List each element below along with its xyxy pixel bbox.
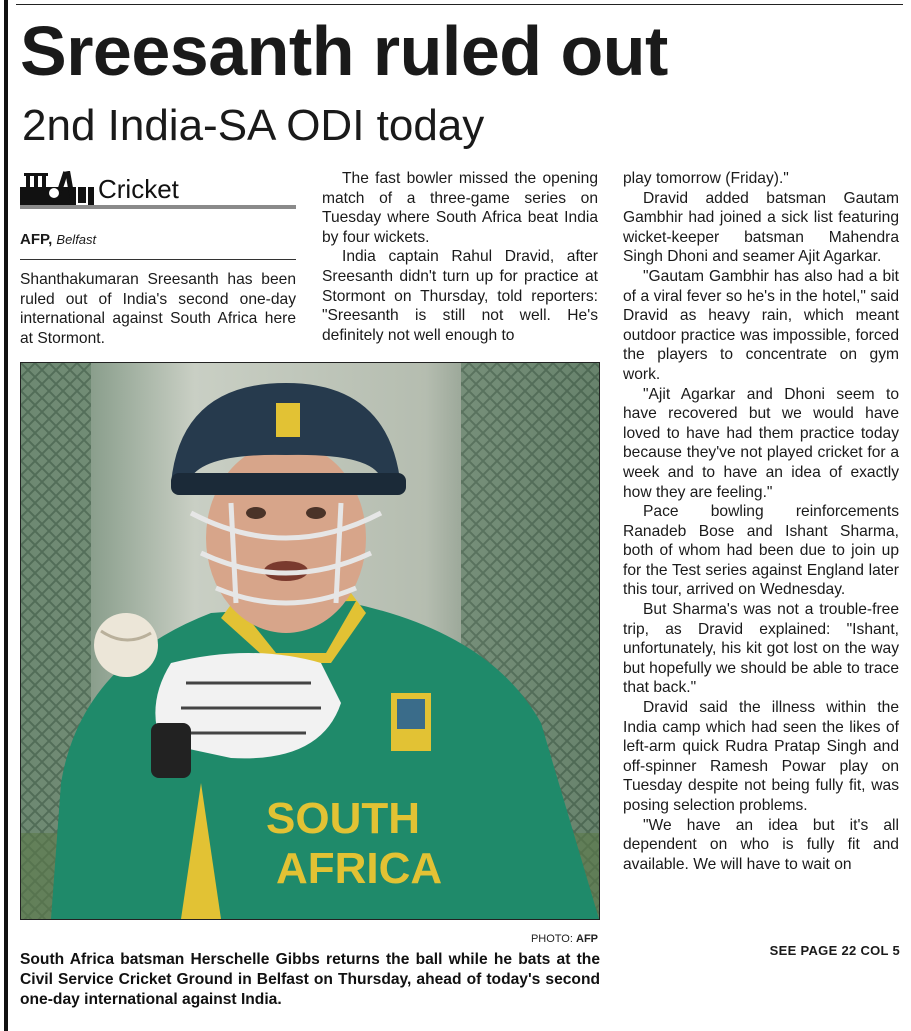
article-column-3 xyxy=(623,169,899,874)
headline: Sreesanth ruled out xyxy=(20,12,668,90)
jersey-text-south: SOUTH xyxy=(266,794,420,843)
paragraph: Dravid added batsman Gautam Gambhir had joined a sick list featuring wicket-keeper batsman Mahendra Singh Dhoni and seamer Ajit Agarkar. xyxy=(623,189,899,266)
lead-paragraph: Shanthakumaran Sreesanth has been ruled out of India's second one-day international against South Africa here at Stormont. xyxy=(20,271,296,347)
photo-credit-source: AFP xyxy=(576,933,598,945)
paragraph: Pace bowling reinforcements Ranadeb Bose and Ishant Sharma, both of whom had been due to join up for the Test series against England later this tour, arrived on Wednesday. xyxy=(623,503,899,599)
paragraph: The fast bowler missed the opening match of a three-game series on Tuesday where South Africa beat India by four wickets. xyxy=(322,170,598,246)
byline-rule xyxy=(20,259,296,260)
paragraph: play tomorrow (Friday)." xyxy=(623,170,789,187)
top-rule xyxy=(16,4,903,5)
subheadline: 2nd India-SA ODI today xyxy=(22,101,485,150)
paragraph: "Ajit Agarkar and Dhoni seem to have recovered but we would have loved to have had them practice today because they've not played cricket for a week and to have an idea of exactly how they are feeling." xyxy=(623,385,899,501)
paragraph: "We have an idea but it's all dependent on who is fully fit and available. We will have to wait on xyxy=(623,816,899,873)
photo-credit xyxy=(490,932,598,946)
byline-place: Belfast xyxy=(56,232,97,247)
byline xyxy=(20,230,96,250)
article-column-2 xyxy=(322,169,598,345)
section-underline xyxy=(20,205,296,209)
left-column-rule xyxy=(4,0,8,1031)
continued-jump-line: SEE PAGE 22 COL 5 xyxy=(769,943,900,958)
section-label: Cricket xyxy=(98,174,179,204)
paragraph: India captain Rahul Dravid, after Sreesanth didn't turn up for practice at Stormont on Thursday, told reporters: "Sreesanth is still not well. He's definitely not well enough to xyxy=(322,248,598,344)
photo-credit-prefix: PHOTO: xyxy=(530,933,573,945)
byline-agency: AFP, xyxy=(20,231,53,248)
paragraph: But Sharma's was not a trouble-free trip, as Dravid explained: "Ishant, unfortunately, his kit got lost on the way but hopefully we should be able to trace that back." xyxy=(623,601,899,697)
paragraph: Dravid said the illness within the India camp which had seen the likes of left-arm quick Rudra Pratap Singh and off-spinner Ramesh Powar play on Tuesday despite not being fully fit, was posing selection problems. xyxy=(623,699,899,814)
jersey-text-africa: AFRICA xyxy=(276,844,443,893)
news-photo xyxy=(20,362,600,920)
paragraph: "Gautam Gambhir has also had a bit of a viral fever so he's in the hotel," said Dravid as heavy rain, which meant outdoor practice was impossible, forced the players to concentrate on gym work. xyxy=(623,267,899,383)
section-flag xyxy=(20,165,298,210)
article-column-1 xyxy=(20,270,296,348)
cricket-stumps-icon xyxy=(20,171,94,205)
photo-caption: South Africa batsman Herschelle Gibbs returns the ball while he bats at the Civil Service Cricket Ground in Belfast on Thursday, ahead of today's second one-day international against India. xyxy=(20,951,600,1008)
batsman-illustration xyxy=(21,363,599,919)
